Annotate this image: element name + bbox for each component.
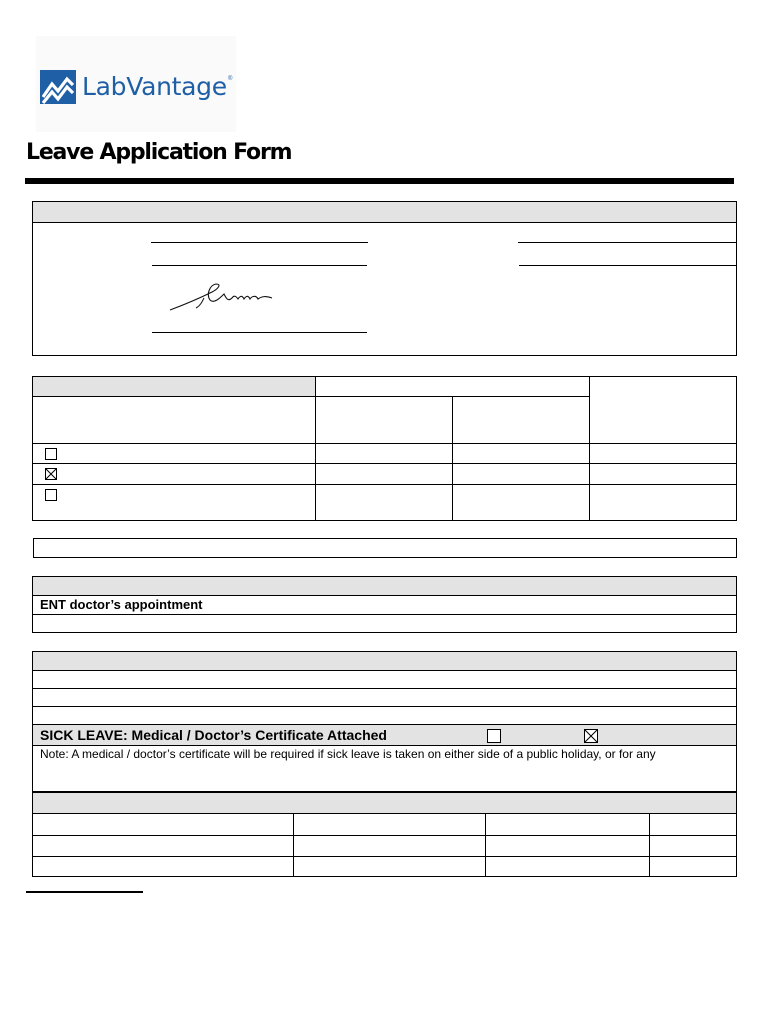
sick-certificate-checkbox-no[interactable] (487, 729, 501, 743)
registered-mark: ® (228, 76, 233, 82)
contact-header (33, 652, 736, 670)
title-divider (25, 178, 734, 184)
approval-column-rule (485, 813, 486, 877)
employee-right-field-1[interactable] (518, 242, 736, 243)
reason-text: ENT doctor’s appointment (40, 597, 203, 612)
contact-section (32, 651, 737, 792)
approval-rule (32, 835, 737, 836)
approval-rule (32, 813, 737, 814)
employee-details-section (32, 201, 737, 356)
table-column-rule (589, 376, 590, 521)
approval-column-rule (293, 813, 294, 877)
employee-right-field-2[interactable] (519, 265, 736, 266)
sick-leave-note: Note: A medical / doctor’s certificate will be required if sick leave is taken on either side of a public holiday, or for any (40, 747, 656, 761)
table-rule (32, 463, 737, 464)
contact-rule (32, 706, 737, 707)
contact-rule (32, 670, 737, 671)
approval-rule (32, 856, 737, 857)
employee-name-field[interactable] (151, 242, 368, 243)
employee-details-header (33, 202, 736, 223)
table-column-rule (315, 376, 316, 521)
table-column-rule (452, 396, 453, 521)
sick-leave-label: SICK LEAVE: Medical / Doctor’s Certificate Attached (40, 727, 387, 743)
reason-header (33, 577, 736, 596)
page-title: Leave Application Form (26, 140, 292, 165)
leave-type-checkbox-3[interactable] (45, 489, 57, 501)
employee-signature-field[interactable] (152, 332, 367, 333)
approval-column-rule (649, 813, 650, 877)
footnote-rule (26, 891, 143, 893)
handwritten-signature-icon (166, 278, 278, 314)
checked-x-icon (46, 469, 56, 479)
mountain-chart-logo-icon (40, 70, 76, 104)
reason-rule (32, 614, 737, 615)
sick-certificate-checkbox-yes[interactable] (584, 729, 598, 743)
contact-rule (32, 688, 737, 689)
table-rule (32, 396, 590, 397)
leave-type-table (32, 376, 737, 521)
table-rule (32, 443, 737, 444)
leave-type-checkbox-1[interactable] (45, 448, 57, 460)
checked-x-icon (585, 730, 597, 742)
table-rule (32, 484, 737, 485)
leave-type-checkbox-2[interactable] (45, 468, 57, 480)
approval-header (33, 793, 736, 813)
brand-name: LabVantage (82, 72, 227, 101)
employee-position-field[interactable] (152, 265, 367, 266)
leave-type-header (33, 377, 315, 396)
leave-dates-row[interactable] (33, 538, 737, 558)
contact-rule (32, 745, 737, 746)
